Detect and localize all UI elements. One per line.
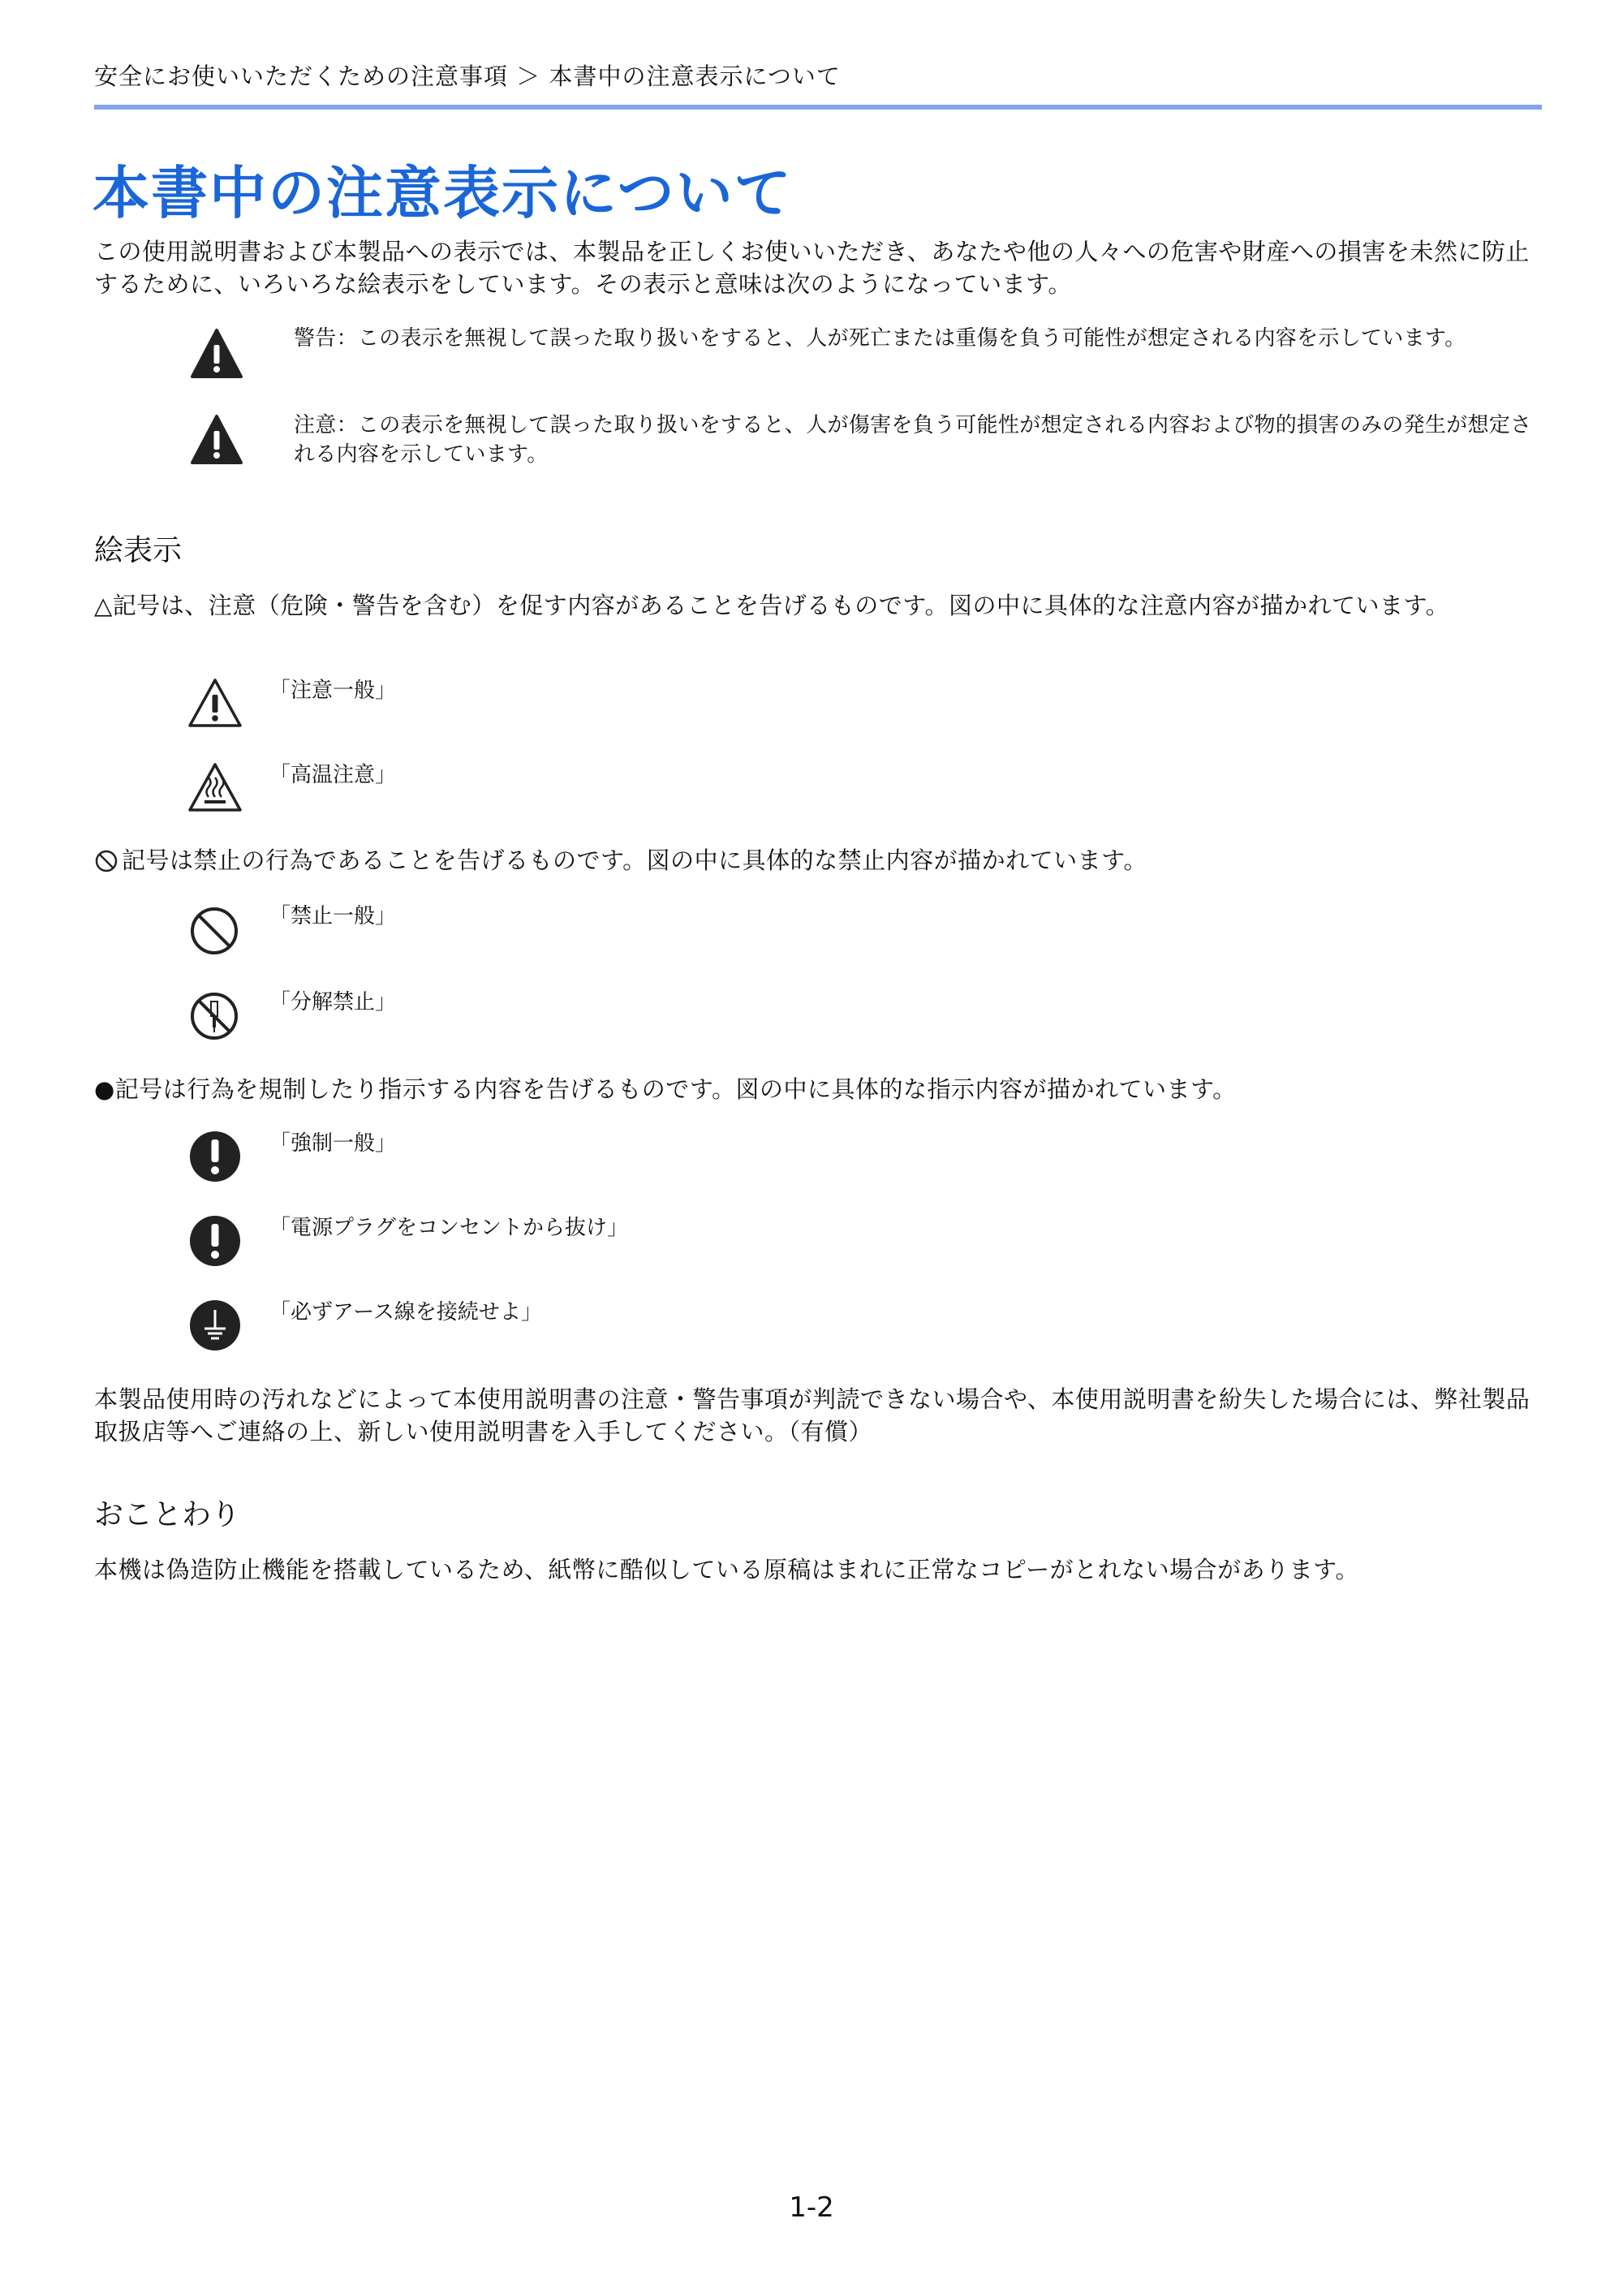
breadcrumb: 安全にお使いいただくための注意事項 ＞ 本書中の注意表示について [94,62,841,90]
disclaimer-paragraph: 本機は偽造防止機能を搭載しているため、紙幣に酷似している原稿はまれに正常なコピーがとれない場合があります。 [94,1556,1359,1583]
caution-triangle-icon [190,414,243,466]
no-disassembly-label: 「分解禁止」 [269,990,397,1014]
general-caution-icon [187,677,243,729]
page-title: 本書中の注意表示について [93,160,793,226]
ground-icon [188,1299,242,1352]
caution-notice-text: 注意：この表示を無視して誤った取り扱いをすると、人が傷害を負う可能性が想定される内容および物的損害のみの発生が想定される内容を示しています。 [294,413,1532,467]
general-mandatory-label: 「強制一般」 [269,1131,397,1156]
unplug-label: 「電源プラグをコンセントから抜け」 [269,1216,629,1240]
general-prohibition-label: 「禁止一般」 [269,904,397,928]
intro-paragraph: この使用説明書および本製品への表示では、本製品を正しくお使いいただき、あなたや他の人々への危害や財産への損害を未然に防止するために、いろいろな絵表示をしています。その表示と意味は次のようになっています。 [94,238,1530,298]
header-divider [94,105,1542,110]
general-prohibition-icon [188,905,240,957]
prohibition-symbol-icon [94,849,118,873]
mandatory-intro-paragraph: ●記号は行為を規制したり指示する内容を告げるものです。図の中に具体的な指示内容が描かれています。 [94,1075,1237,1103]
warning-triangle-icon [190,328,243,380]
ground-label: 「必ずアース線を接続せよ」 [269,1300,542,1325]
warning-notice-text: 警告：この表示を無視して誤った取り扱いをすると、人が死亡または重傷を負う可能性が想定される内容を示しています。 [294,326,1466,351]
unplug-icon [188,1214,242,1268]
page-number: 1-2 [789,2191,834,2224]
general-mandatory-icon [188,1130,242,1183]
high-temperature-icon [187,761,243,813]
high-temperature-label: 「高温注意」 [269,763,397,787]
general-caution-label: 「注意一般」 [269,678,397,703]
disclaimer-heading: おことわり [94,1498,241,1531]
manual-loss-paragraph: 本製品使用時の汚れなどによって本使用説明書の注意・警告事項が判読できない場合や、本使用説明書を紛失した場合には、弊社製品取扱店等へご連絡の上、新しい使用説明書を入手してください。（有償） [94,1385,1530,1445]
prohibit-intro-paragraph: 記号は禁止の行為であることを告げるものです。図の中に具体的な禁止内容が描かれています。 [122,846,1147,874]
triangle-intro-paragraph: △記号は、注意（危険・警告を含む）を促す内容があることを告げるものです。図の中に具体的な注意内容が描かれています。 [94,592,1450,619]
pictograms-heading: 絵表示 [94,534,183,567]
no-disassembly-icon [188,990,240,1042]
